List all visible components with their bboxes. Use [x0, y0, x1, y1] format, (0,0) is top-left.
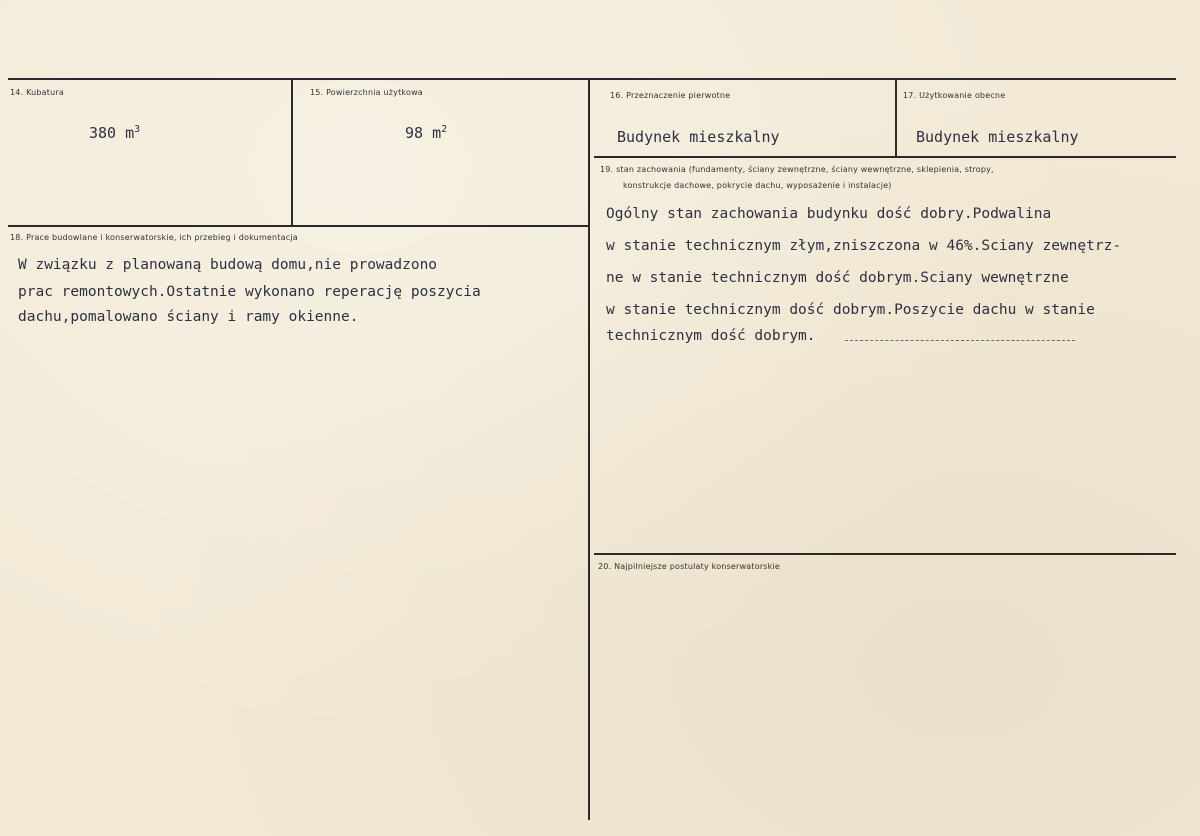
field18-line-2: prac remontowych.Ostatnie wykonano reperację poszycia [18, 284, 481, 300]
field18-line-1: W związku z planowaną budową domu,nie prowadzono [18, 257, 438, 273]
field14-number: 380 m [89, 124, 135, 142]
section20-rule [594, 553, 1176, 555]
field19-label-line2: konstrukcje dachowe, pokrycie dachu, wyposażenie i instalacje) [623, 181, 892, 190]
field14-value [89, 124, 140, 142]
section19-rule [594, 156, 1176, 158]
field14-exponent: 3 [134, 124, 141, 135]
field14-label: 14. Kubatura [10, 88, 64, 97]
field19-line-3: ne w stanie technicznym dość dobrym.Sciany wewnętrzne [606, 270, 1069, 286]
divider-16-17 [895, 80, 897, 156]
section18-rule [8, 225, 590, 227]
field15-exponent: 2 [441, 124, 448, 135]
field19-line-1: Ogólny stan zachowania budynku dość dobry.Podwalina [606, 206, 1052, 222]
field15-value [405, 124, 447, 142]
field17-value: Budynek mieszkalny [916, 128, 1079, 146]
field15-number: 98 m [405, 124, 442, 142]
field15-label: 15. Powierzchnia użytkowa [310, 88, 423, 97]
top-rule [8, 78, 1176, 80]
field19-line-4: w stanie technicznym dość dobrym.Poszycie dachu w stanie [606, 302, 1095, 318]
field19-line-2: w stanie technicznym złym,zniszczona w 46%.Sciany zewnętrz- [606, 238, 1122, 254]
field19-label-line1: 19. stan zachowania (fundamenty, ściany zewnętrzne, ściany wewnętrzne, sklepienia, stropy, [600, 165, 994, 174]
field18-label: 18. Prace budowlane i konserwatorskie, ich przebieg i dokumentacja [10, 233, 298, 242]
divider-14-15 [291, 80, 293, 225]
field19-line-5: technicznym dość dobrym. [606, 328, 816, 344]
center-divider [588, 80, 590, 820]
field16-label: 16. Przeznaczenie pierwotne [610, 91, 731, 100]
field17-label: 17. Użytkowanie obecne [903, 91, 1006, 100]
field20-label: 20. Najpilniejsze postulaty konserwatorskie [598, 562, 781, 571]
field18-line-3: dachu,pomalowano ściany i ramy okienne. [18, 309, 359, 325]
field19-dotted-fill [845, 340, 1075, 341]
field16-value: Budynek mieszkalny [617, 128, 780, 146]
